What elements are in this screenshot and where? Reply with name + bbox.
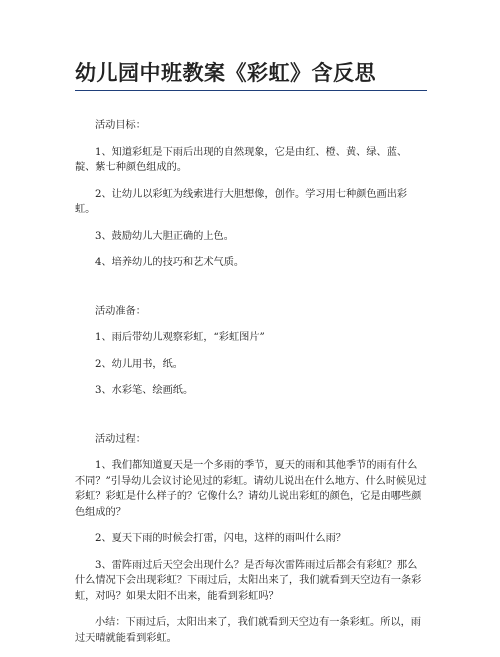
page-title: 幼儿园中班教案《彩虹》含反思 bbox=[75, 61, 376, 85]
section-spacer bbox=[75, 282, 427, 304]
title-divider bbox=[75, 90, 427, 91]
process-item: 1、我们都知道夏天是一个多雨的季节，夏天的雨和其他季节的雨有什么不同？”引导幼儿会议讨论见过的彩虹。请幼儿说出在什么地方、什么时候见过彩虹？彩虹是什么样子的？它像什么？请幼儿说出彩虹的颜色，它是由哪些颜色组成的？ bbox=[75, 460, 427, 518]
preparation-item: 2、幼儿用书，纸。 bbox=[95, 358, 183, 370]
process-summary: 小结：下雨过后，太阳出来了，我们就看到天空边有一条彩虹。所以，雨过天晴就能看到彩虹。 bbox=[75, 617, 421, 644]
goal-item: 2、让幼儿以彩虹为线索进行大胆想像，创作。学习用七种颜色画出彩虹。 bbox=[75, 188, 408, 215]
process-item: 2、夏天下雨的时候会打雷，闪电，这样的雨叫什么雨？ bbox=[95, 533, 346, 544]
goal-item: 4、培养幼儿的技巧和艺术气质。 bbox=[95, 257, 245, 268]
section-heading-process: 活动过程： bbox=[95, 433, 146, 445]
preparation-item: 1、雨后带幼儿观察彩虹，“彩虹图片” bbox=[95, 332, 265, 343]
document-body bbox=[75, 118, 427, 657]
goal-item: 3、鼓励幼儿大胆正确的上色。 bbox=[95, 230, 234, 242]
section-spacer bbox=[75, 410, 427, 432]
process-item: 3、雷阵雨过后天空会出现什么？是否每次雷阵雨过后都会有彩虹？那么什么情况下会出现彩虹？下雨过后，太阳出来了，我们就看到天空边有一条彩虹，对吗？如果太阳不出来，能看到彩虹吗？ bbox=[75, 559, 422, 602]
section-heading-goals: 活动目标： bbox=[95, 120, 146, 131]
section-heading-preparation: 活动准备： bbox=[95, 305, 146, 317]
preparation-item: 3、水彩笔、绘画纸。 bbox=[95, 385, 194, 396]
goal-item: 1、知道彩虹是下雨后出现的自然现象，它是由红、橙、黄、绿、蓝、靛、紫七种颜色组成的。 bbox=[75, 146, 408, 173]
